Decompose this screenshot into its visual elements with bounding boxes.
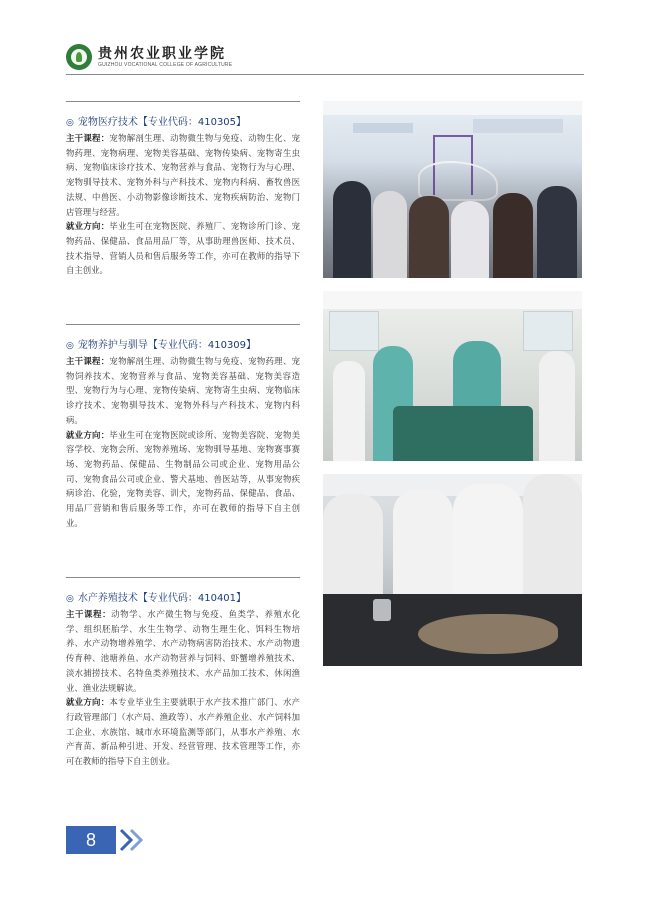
circle-dot-icon: ◎ [66,594,74,604]
career-paragraph [66,695,300,769]
section-pet-medical [66,101,300,278]
photo-anatomy-exhibition [323,101,582,278]
section-title-text: 水产养殖技术【专业代码：410401】 [77,593,247,604]
courses-text: 宠物解剖生理、动物微生物与免疫、宠物药理、宠物饲养技术、宠物营养与食品、宠物美容基础、宠物美容造型、宠物行为与心理、宠物传染病、宠物寄生虫病、宠物临床诊疗技术、宠物驯导技术、宠物外科与产科技术、宠物内科病。 [66,356,300,425]
section-title [66,339,300,353]
section-aquaculture [66,577,300,769]
section-title [66,116,300,130]
career-text: 毕业生可在宠物医院、养殖厂、宠物诊所门诊、宠物药品、保健品、食品用品厂等，从事助理兽医师、技术员、技术指导、营销人员和售后服务等工作，亦可在教师的指导下自主创业。 [66,221,300,276]
double-chevron-right-icon [118,826,148,854]
career-paragraph [66,428,300,531]
college-name-cn: 贵州农业职业学院 [98,45,226,62]
section-divider [66,577,300,578]
section-body [66,607,300,769]
section-body [66,131,300,278]
section-body [66,354,300,530]
courses-text: 宠物解剖生理、动物微生物与免疫、动物生化、宠物药理、宠物病理、宠物美容基础、宠物传染病、宠物寄生虫病、宠物临床诊疗技术、宠物营养与食品、宠物行为与心理、宠物驯导技术、宠物外科与产科技术、宠物内科病、畜牧兽医法规、中兽医、小动物影像诊断技术、宠物疾病防治、宠物门店管理与经营。 [66,133,300,217]
college-name [98,46,232,69]
page-header [66,40,232,74]
circle-dot-icon: ◎ [66,341,74,351]
college-logo-icon [66,44,92,70]
courses-text: 动物学、水产微生物与免疫、鱼类学、养殖水化学、组织胚胎学、水生生物学、动物生理生化、饵料生物培养、水产动物增养殖学、水产动物病害防治技术、水产动物遗传育种、池塘养鱼、水产动物营养与饲料、虾蟹增养殖技术、淡水捕捞技术、名特鱼类养殖技术、水产品加工技术、休闲渔业、渔业法规解读。 [66,609,300,693]
section-pet-care-training [66,324,300,530]
courses-paragraph [66,354,300,428]
career-paragraph [66,219,300,278]
photo-surgery-training [323,291,582,461]
career-label: 就业方向： [66,697,110,708]
section-title [66,592,300,606]
career-text: 本专业毕业生主要就职于水产技术推广部门、水产行政管理部门（水产局、渔政等）、水产养殖企业、水产饲料加工企业、水族馆、城市水环境监测等部门，从事水产养殖、水产育苗、新品种引进、开发、经营管理、技术管理等工作，亦可在教师的指导下自主创业。 [66,697,300,767]
header-divider [66,74,584,75]
circle-dot-icon: ◎ [66,118,74,128]
page-number: 8 [85,830,96,850]
career-label: 就业方向： [66,221,110,232]
section-title-text: 宠物医疗技术【专业代码：410305】 [77,117,247,128]
section-divider [66,324,300,325]
career-text: 毕业生可在宠物医院或诊所、宠物美容院、宠物美容学校、宠物会所、宠物养殖场、宠物驯导基地、宠物赛事赛场、宠物药品、保健品、生物制品公司或企业、宠物用品公司、宠物食品公司或企业、警犬基地、兽医站等，从事宠物疾病诊治、化验，宠物美容、训犬，宠物药品、保健品、食品、用品厂营销和售后服务等工作，亦可在教师的指导下自主创业。 [66,429,300,528]
courses-paragraph [66,131,300,219]
college-name-en: GUIZHOU VOCATIONAL COLLEGE OF AGRICULTURE [98,61,233,68]
courses-label: 主干课程： [66,356,110,366]
section-divider [66,101,300,102]
section-title-text: 宠物养护与驯导【专业代码：410309】 [77,340,257,351]
page-number-box [66,826,116,854]
career-label: 就业方向： [66,429,110,440]
courses-label: 主干课程： [66,133,110,143]
courses-paragraph [66,607,300,695]
photo-lab-rabbit [323,474,582,666]
courses-label: 主干课程： [66,609,112,619]
